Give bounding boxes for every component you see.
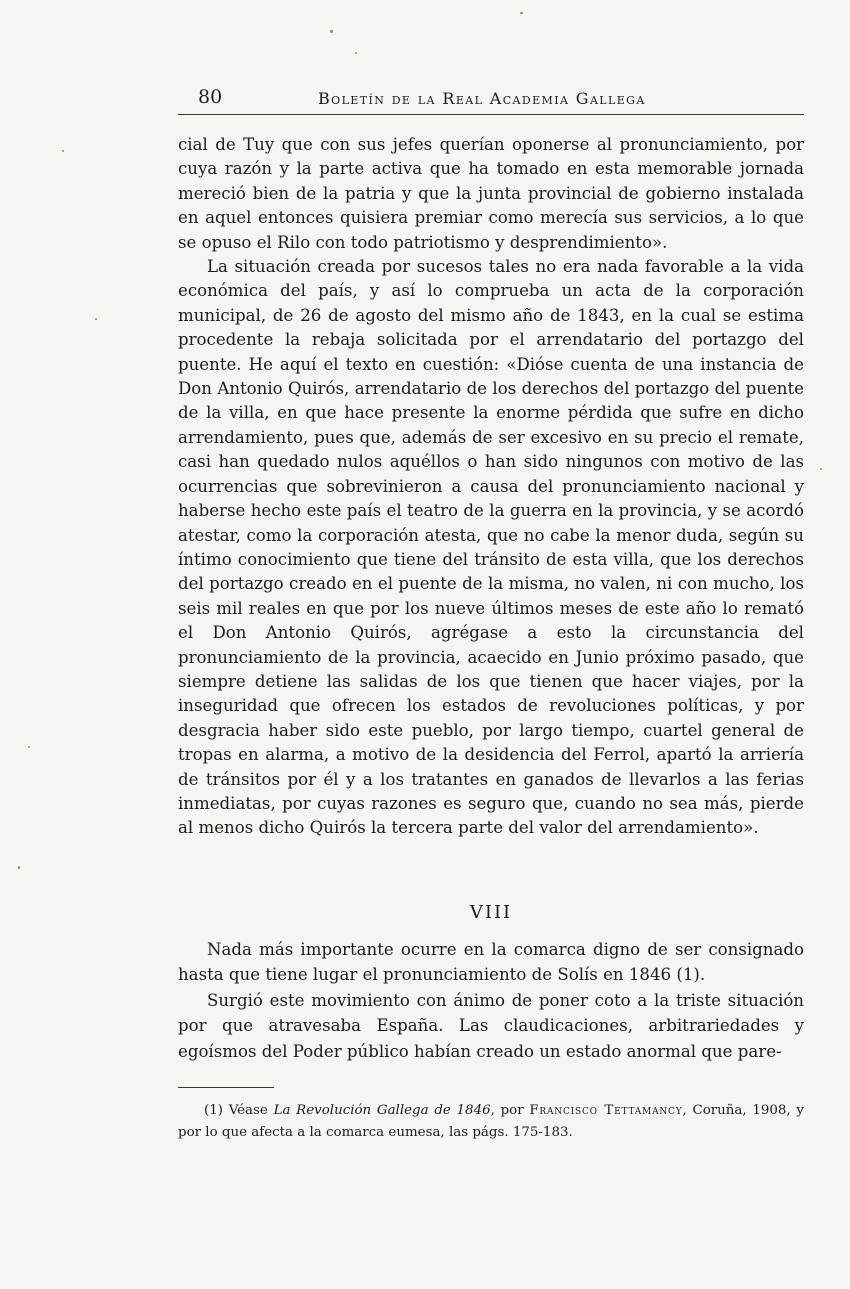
- main-text: [178, 133, 804, 841]
- scan-speck: [520, 12, 523, 14]
- paragraph-continuation: cial de Tuy que con sus jefes querían oponerse al pronunciamiento, por cuya razón y la parte activa que ha tomado en esta memorable jornada mereció bien de la patria y que la junta provincial de gobierno instalada en aquel entonces quisiera premiar como merecía sus servicios, a lo que se opuso el Rilo con todo patriotismo y desprendimiento».: [178, 135, 804, 252]
- scan-speck: [95, 318, 97, 320]
- footnote-rest: , Coruña, 1908, y por lo que afecta a la comarca eumesa, las págs. 175-183.: [178, 1103, 804, 1140]
- scan-speck: [62, 150, 64, 152]
- footnote-marker: (1): [204, 1103, 223, 1118]
- scan-speck: [18, 866, 20, 869]
- footnote: [178, 1100, 804, 1144]
- footnote-connector: , por: [490, 1103, 524, 1118]
- paragraph-acta: La situación creada por sucesos tales no era nada favorable a la vida económica del país, y así lo comprueba un acta de la corporación municipal, de 26 de agosto del mismo año de 1843, en la cual se estima procedente la rebaja solicitada por el arrendatario del portazgo del puente. He aquí el texto en cuestión: «Dióse cuenta de una instancia de Don Antonio Quirós, arrendatario de los derechos del portazgo del puente de la villa, en que hace presente la enorme pérdida que sufre en dicho arrendamiento, pues que, además de ser excesivo en su precio el remate, casi han quedado nulos aquéllos o han sido ningunos con motivo de las ocurrencias que sobrevinieron a causa del pronunciamiento nacional y haberse hecho este país el teatro de la guerra en la provincia, y se acordó atestar, como la corporación atesta, que no cabe la menor duda, según su íntimo conocimiento que tiene del tránsito de esta villa, que los derechos del portazgo creado en el puente de la misma, no valen, ni con mucho, los seis mil reales en que por los nueve últimos meses de este año lo remató el Don Antonio Quirós, agrégase a esto la circunstancia del pronunciamiento de la provincia, acaecido en Junio próximo pasado, que siempre detiene las salidas de los que tienen que hacer viajes, por la inseguridad que ofrecen los estados de revoluciones políticas, y por desgracia haber sido este pueblo, por largo tiempo, cuartel general de tropas en alarma, a motivo de la desidencia del Ferrol, apartó la arriería de tránsitos por él y a los tratantes en ganados de llevarlos a las ferias inmediatas, por cuyas razones es seguro que, cuando no sea más, pierde al menos dicho Quirós la tercera parte del valor del arrendamiento».: [178, 257, 804, 838]
- scan-speck: [330, 30, 333, 33]
- section-text: [178, 937, 804, 1064]
- section-paragraph: Nada más importante ocurre en la comarca digno de ser consignado hasta que tiene lugar el pronunciamiento de Solís en 1846 (1).: [178, 940, 804, 985]
- page-number: 80: [198, 86, 223, 108]
- footnote-divider: [178, 1087, 274, 1088]
- footnote-title: La Revolución Gallega de 1846: [273, 1103, 491, 1118]
- footnote-lead: Véase: [228, 1103, 268, 1118]
- page-header: [178, 84, 804, 115]
- scan-speck: [28, 746, 30, 748]
- running-head: Boletín de la Real Academia Gallega: [318, 89, 646, 108]
- section-heading: VIII: [469, 902, 513, 923]
- footnote-author: Francisco Tettamancy: [529, 1103, 683, 1118]
- section-paragraph: Surgió este movimiento con ánimo de poner coto a la triste situación por que atravesaba España. Las claudicaciones, arbitrariedades y egoísmos del Poder público habían creado un estado anormal que pare-: [178, 990, 804, 1061]
- scan-speck: [355, 52, 357, 54]
- scan-speck: [820, 468, 822, 470]
